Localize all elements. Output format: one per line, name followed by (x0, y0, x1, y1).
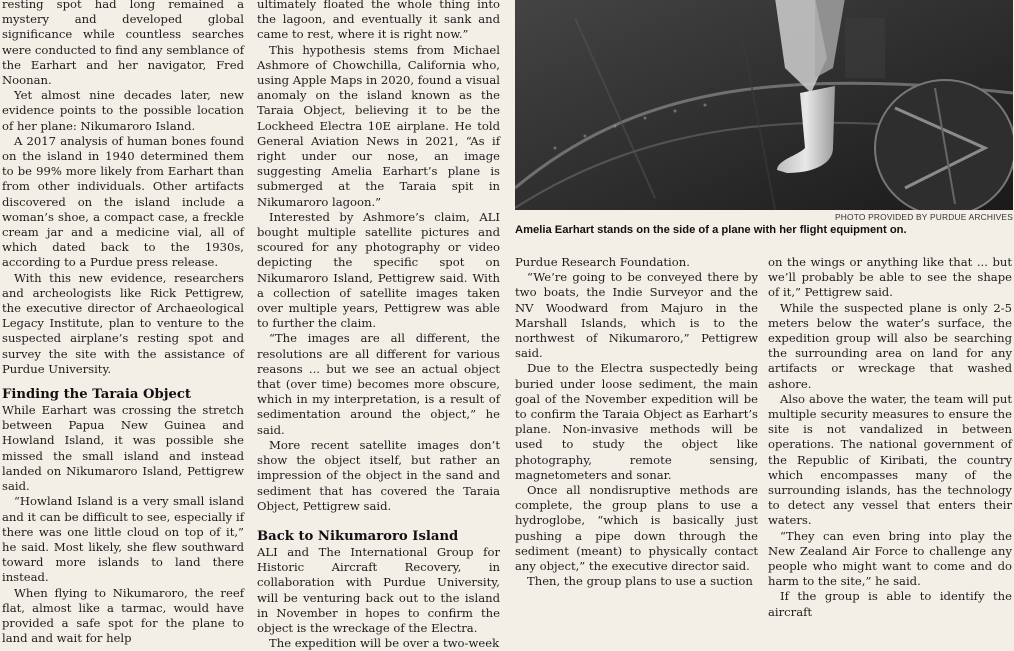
paragraph: ALI and The International Group for Historic Aircraft Recovery, in collaboration with Purdue University, will be venturing back out to the island in November in hopes to confirm the object is the wreckage of the Electra. (257, 544, 500, 635)
paragraph: “The images are all different, the resolutions are all different for various reasons ... but we see an actual object that (over time) becomes more obscure, which in my interpretation, is a result of sedimentation around the object,” he said. (257, 331, 500, 437)
photo-credit: PHOTO PROVIDED BY PURDUE ARCHIVES (834, 212, 1013, 222)
photo-caption: Amelia Earhart stands on the side of a plane with her flight equipment on. (515, 224, 907, 236)
earhart-photo (515, 0, 1013, 210)
paragraph: Purdue Research Foundation. (515, 255, 690, 269)
paragraph: resting spot had long remained a mystery and developed global significance while countless searches were conducted to find any semblance of the Earhart and her navigator, Fred Noonan. (2, 0, 244, 88)
paragraph: ultimately floated the whole thing into the lagoon, and eventually it sank and came to rest, where it is right now.” (257, 0, 500, 42)
paragraph: While the suspected plane is only 2-5 meters below the water’s surface, the expedition group will also be searching the surrounding area on land for any artifacts or wreckage that washed ashore. (768, 300, 1012, 391)
article-column-3 (515, 255, 758, 589)
article-column-2 (257, 0, 500, 651)
paragraph: Once all nondisruptive methods are complete, the group plans to use a hydroglobe, “which is basically just pushing a pipe down through the sediment (meant) to physically contact any object,” the executive director said. (515, 483, 758, 574)
paragraph: on the wings or anything like that ... but we’ll probably be able to see the shape of it,” Pettigrew said. (768, 255, 1012, 300)
subheading-finding-taraia-object: Finding the Taraia Object (2, 387, 191, 403)
paragraph: “We’re going to be conveyed there by two boats, the Indie Surveyor and the NV Woodward from Majuro in the Marshall Islands, which is to the northwest of Nikumaroro,” Pettigrew said. (515, 270, 758, 361)
article-column-1 (2, 0, 244, 646)
article-column-4 (768, 255, 1012, 620)
paragraph: Interested by Ashmore’s claim, ALI bought multiple satellite pictures and scoured for any photography or video depicting the specific spot on Nikumaroro Island, Pettigrew said. With a collection of satellite images taken over multiple years, Pettigrew was able to further the claim. (257, 209, 500, 331)
paragraph: Then, the group plans to use a suction (527, 574, 753, 589)
paragraph: Due to the Electra suspectedly being buried under loose sediment, the main goal of the November expedition will be to confirm the Taraia Object as Earhart’s plane. Non-invasive methods will be used to study the object like photography, remote sensing, magnetometers and sonar. (515, 361, 758, 482)
subheading-back-to-nikumaroro: Back to Nikumaroro Island (257, 528, 459, 544)
paragraph: While Earhart was crossing the stretch between Papua New Guinea and Howland Island, it was possible she missed the small island and instead landed on Nikumaroro Island, Pettigrew said. (2, 403, 244, 494)
paragraph: With this new evidence, researchers and archeologists like Rick Pettigrew, the executive director of Archaeological Legacy Institute, plan to venture to the suspected airplane’s resting spot and survey the site with the assistance of Purdue University. (2, 270, 244, 376)
photo-illustration (515, 0, 1013, 210)
paragraph: “They can even bring into play the New Zealand Air Force to challenge any people who might want to come and do harm to the site,” he said. (768, 528, 1012, 589)
paragraph: This hypothesis stems from Michael Ashmore of Chowchilla, California who, using Apple Maps in 2020, found a visual anomaly on the island known as the Taraia Object, believing it to be the Lockheed Electra 10E airplane. He told General Aviation News in 2021, “As if right under our nose, an image suggesting Amelia Earhart’s plane is submerged at the Taraia spit in Nikumaroro lagoon.” (257, 42, 500, 209)
paragraph: A 2017 analysis of human bones found on the island in 1940 determined them to be 99% more likely from Earhart than from other individuals. Other artifacts discovered on the island include a woman’s shoe, a compact case, a freckle cream jar and a medicine vial, all of which dated back to the 1930s, according to a Purdue press release. (2, 133, 244, 270)
paragraph: When flying to Nikumaroro, the reef flat, almost like a tarmac, would have provided a safe spot for the plane to land and wait for help (2, 585, 244, 646)
paragraph: If the group is able to identify the aircraft (768, 589, 1012, 619)
paragraph: Also above the water, the team will put multiple security measures to ensure the site is not vandalized in between operations. The national government of the Republic of Kiribati, the country which encompasses many of the surrounding islands, has the technology to detect any vessel that enters their waters. (768, 391, 1012, 528)
paragraph: Yet almost nine decades later, new evidence points to the possible location of her plane: Nikumaroro Island. (2, 88, 244, 133)
paragraph: The expedition will be over a two-week (269, 636, 500, 651)
paragraph: “Howland Island is a very small island and it can be difficult to see, especially if there was one little cloud on top of it,” he said. Most likely, she flew southward toward more islands to land there instead. (2, 494, 244, 585)
paragraph: More recent satellite images don’t show the object itself, but rather an impression of the object in the sand and sediment that has covered the Taraia Object, Pettigrew said. (257, 437, 500, 513)
